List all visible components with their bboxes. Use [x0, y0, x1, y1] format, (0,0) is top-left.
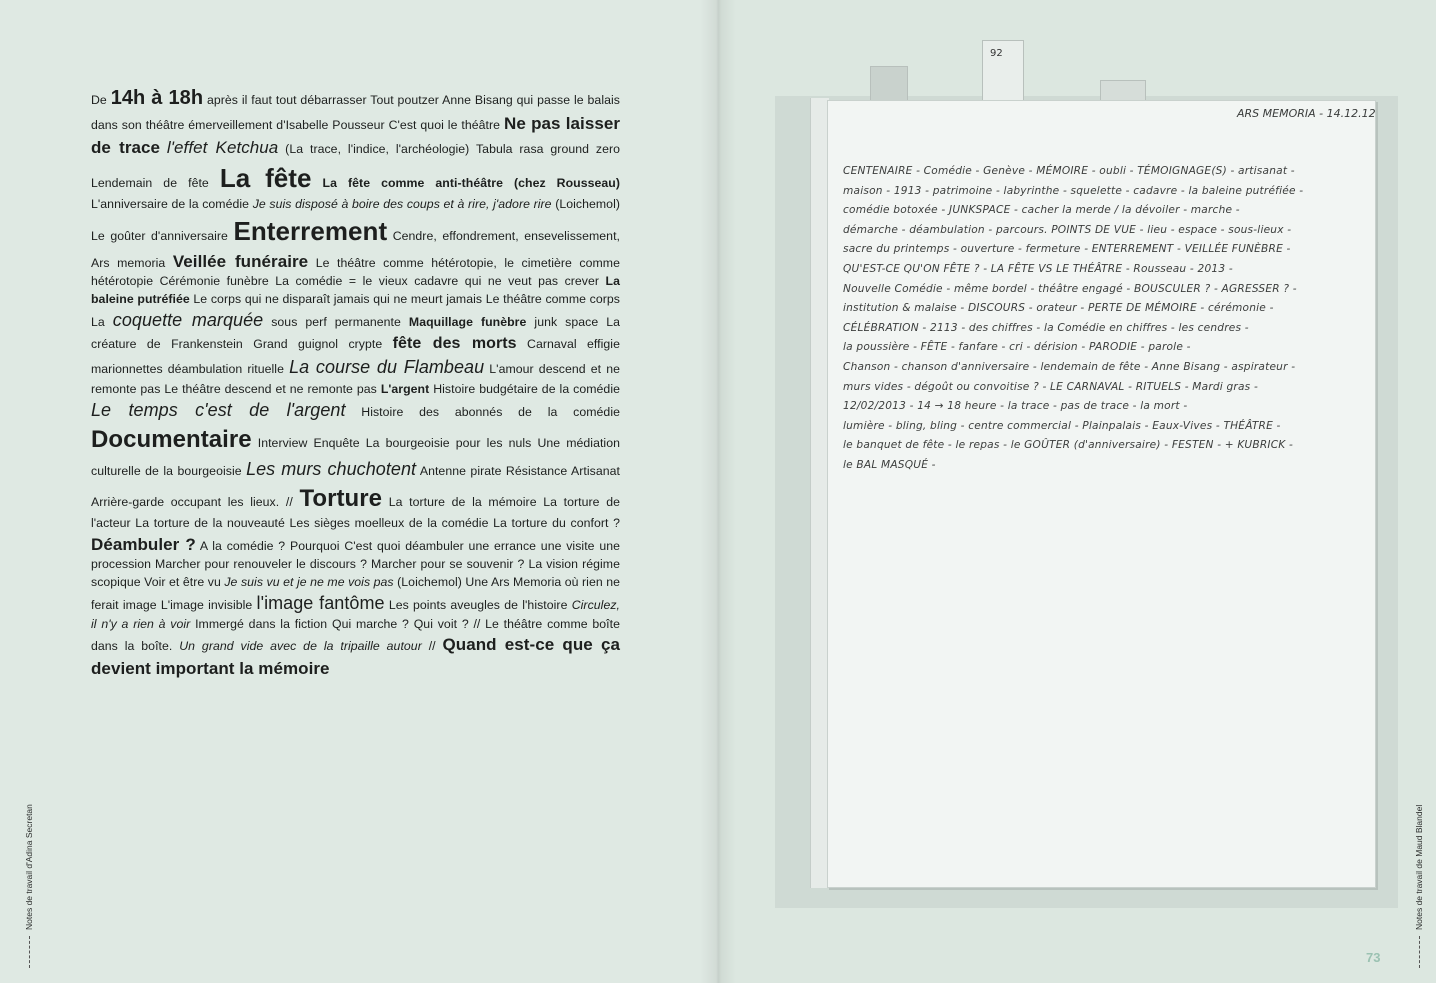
text-run-bold: La fête [219, 162, 312, 193]
caption-rule [29, 936, 30, 968]
text-run: Le théâtre comme hétérotopie, le cimetière comme hétérotopie Cérémonie funèbre La comédie = le vieux cadavre qui ne veut pas crever [91, 255, 620, 289]
text-run-italic: Je suis disposé à boire des coups et à rire, j'adore rire [252, 196, 552, 211]
text-run-italic: Le temps c'est de l'argent [91, 399, 346, 420]
handwritten-line: Chanson - chanson d'anniversaire - lendemain de fête - Anne Bisang - aspirateur - [843, 360, 1296, 373]
text-run-bold: Enterrement [233, 216, 388, 247]
text-run [160, 142, 167, 156]
word-cloud-text [91, 84, 620, 681]
text-run: après il faut tout débarrasser Tout poutzer Anne Bisang qui passe le balais dans son théâtre émerveillement d'Isabelle Pousseur C'est quoi le théâtre [91, 93, 620, 132]
text-run-italic: coquette marquée [112, 309, 264, 330]
text-run-italic: Un grand vide avec de la tripaille autour [179, 639, 422, 654]
text-run: L'anniversaire de la comédie [91, 196, 253, 211]
paper-tab-numbered [982, 40, 1024, 102]
handwritten-line: comédie botoxée - JUNKSPACE - cacher la merde / la dévoiler - marche - [843, 204, 1240, 217]
handwritten-line: murs vides - dégoût ou convoitise ? - LE CARNAVAL - RITUELS - Mardi gras - [843, 380, 1258, 393]
text-run-bold: La baleine putréfiée [91, 274, 620, 306]
text-run-bold: L'argent [380, 381, 430, 396]
text-run [312, 176, 323, 190]
handwritten-line: CÉLÉBRATION - 2113 - des chiffres - la Comédie en chiffres - les cendres - [843, 321, 1249, 334]
right-side-caption-text: Notes de travail de Maud Blandel [1414, 804, 1424, 930]
text-run: Antenne pirate Résistance Artisanat Arrière-garde occupant les lieux. // [91, 463, 621, 509]
text-run: Carnaval effigie marionnettes déambulation rituelle [91, 336, 620, 377]
text-run: La torture de la mémoire La torture de l'acteur La torture de la nouveauté Les sièges moelleux de la comédie La torture du confort ? [91, 494, 620, 531]
text-run-bold: fête des morts [392, 334, 517, 352]
right-side-caption [1414, 805, 1424, 968]
text-run: // [421, 639, 443, 654]
text-run: De [91, 93, 111, 107]
caption-rule [1419, 936, 1420, 968]
text-run-bold: Ne pas laisser de trace [91, 114, 620, 157]
text-run-bold: Maquillage funèbre [408, 314, 527, 329]
text-run-bold: Déambuler ? [91, 534, 196, 554]
handwritten-line: maison - 1913 - patrimoine - labyrinthe - squelette - cadavre - la baleine putréfiée - [843, 184, 1304, 197]
page-number: 73 [1366, 950, 1381, 965]
handwritten-line: le banquet de fête - le repas - le GOÛTER (d'anniversaire) - FESTEN - + KUBRICK - [843, 439, 1294, 452]
handwritten-line: lumière - bling, bling - centre commercial - Plainpalais - Eaux-Vives - THÉÂTRE - [843, 419, 1281, 432]
handwritten-line: la poussière - FÊTE - fanfare - cri - dérision - PARODIE - parole - [843, 341, 1191, 354]
book-gutter [700, 0, 736, 983]
text-run: sous perf permanente [263, 314, 409, 329]
text-run-bold: Torture [299, 484, 383, 512]
text-run: Le corps qui ne disparaît jamais qui ne meurt jamais Le théâtre comme corps La [91, 291, 620, 329]
handwritten-line: le BAL MASQUÉ - [843, 458, 936, 471]
text-run-italic: Circulez, il n'y a rien à voir [91, 597, 620, 631]
text-run: L'amour descend et ne remonte pas Le théâtre descend et ne remonte pas [91, 362, 620, 396]
text-run: Histoire des abonnés de la comédie [345, 404, 620, 419]
handwritten-line: 12/02/2013 - 14 → 18 heure - la trace - pas de trace - la mort - [843, 400, 1188, 413]
text-run-italic: La course du Flambeau [289, 357, 485, 378]
text-run: A la comédie ? Pourquoi C'est quoi déambuler une errance une visite une procession Marcher pour renouveler le discours ? Marcher pour se souvenir ? La vision régime scopique Voir et être vu [91, 538, 620, 589]
text-run: Interview Enquête La bourgeoisie pour les nuls Une médiation culturelle de la bourgeoisie [91, 435, 620, 478]
text-run: Cendre, effondrement, ensevelissement, Ars memoria [91, 229, 621, 270]
text-run: Immergé dans la fiction Qui marche ? Qui voit ? // Le théâtre comme boîte dans la boîte. [91, 616, 620, 654]
text-run: Histoire budgétaire de la comédie [429, 381, 620, 396]
tab-number: 92 [990, 48, 1003, 59]
handwritten-line: Nouvelle Comédie - même bordel - théâtre engagé - BOUSCULER ? - AGRESSER ? - [843, 282, 1297, 295]
text-run: Les points aveugles de l'histoire [384, 597, 572, 612]
text-run: (La trace, l'indice, l'archéologie) Tabula rasa ground zero Lendemain de fête [91, 141, 620, 190]
text-run-bold: Quand est-ce que ça devient important la mémoire [91, 635, 620, 678]
left-side-caption-text: Notes de travail d'Adina Secretan [24, 804, 34, 930]
text-run-bold: Veillée funéraire [172, 251, 309, 271]
handwritten-notes [843, 162, 1368, 476]
notebook-header: ARS MEMORIA - 14.12.12 [1237, 107, 1376, 120]
handwritten-line: CENTENAIRE - Comédie - Genève - MÉMOIRE - oubli - TÉMOIGNAGE(S) - artisanat - [843, 165, 1295, 177]
text-run-italic: l'effet Ketchua [166, 137, 279, 157]
left-side-caption [24, 804, 34, 968]
handwritten-line: démarche - déambulation - parcours. POINTS DE VUE - lieu - espace - sous-lieux - [843, 223, 1292, 236]
text-run-bold: 14h à 18h [110, 87, 204, 109]
text-run-large: l'image fantôme [256, 592, 385, 613]
text-run: (Loichemol) Le goûter d'anniversaire [91, 196, 621, 244]
text-run: junk space La créature de Frankenstein Grand guignol crypte [91, 314, 621, 351]
text-run-italic: Je suis vu et je ne me vois pas [224, 574, 394, 589]
text-run: (Loichemol) Une Ars Memoria où rien ne ferait image L'image invisible [91, 574, 620, 612]
handwritten-line: sacre du printemps - ouverture - fermeture - ENTERREMENT - VEILLÉE FUNÈBRE - [843, 243, 1291, 256]
text-run-bold: Documentaire [91, 425, 252, 453]
handwritten-line: QU'EST-CE QU'ON FÊTE ? - LA FÊTE VS LE THÉÂTRE - Rousseau - 2013 - [843, 262, 1233, 275]
text-run-bold: La fête comme anti-théâtre (chez Rousseau) [322, 175, 620, 190]
text-run-italic: Les murs chuchotent [246, 458, 417, 479]
handwritten-line: institution & malaise - DISCOURS - orateur - PERTE DE MÉMOIRE - cérémonie - [843, 302, 1274, 315]
